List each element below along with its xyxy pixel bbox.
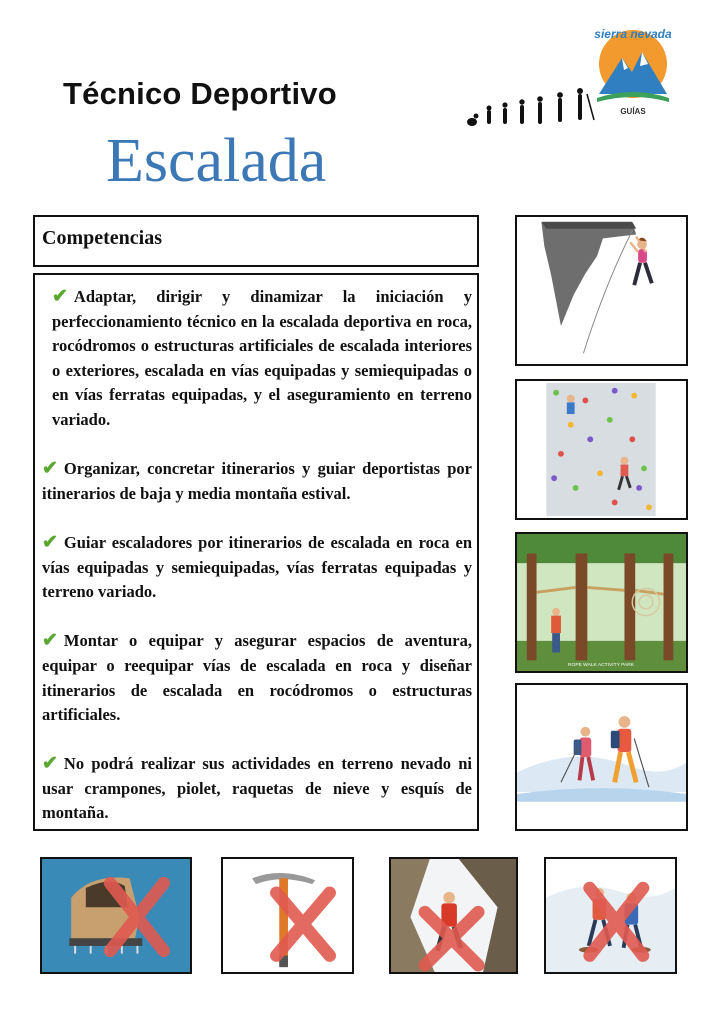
competencias-heading-box	[33, 215, 479, 267]
hikers-image	[515, 683, 688, 831]
competencia-item: ✔ Guiar escaladores por itinerarios de escalada en roca en vías equipadas y semiequipadas, vías ferratas equipadas y terreno variado.	[42, 531, 472, 602]
ice-climbing-forbidden-image	[389, 857, 518, 974]
section-heading: Competencias	[42, 227, 162, 249]
competencia-item: ✔ Montar o equipar y asegurar espacios de aventura, equipar o reequipar vías de escalada en roca y diseñar itinerarios de escalada en rocódromos o estructuras artificiales.	[42, 630, 472, 725]
competencias-list	[42, 285, 472, 851]
competencia-item: ✔ No podrá realizar sus actividades en terreno nevado ni usar crampones, piolet, raquetas de nieve y esquís de montaña.	[42, 753, 472, 823]
snowshoes-forbidden-image	[544, 857, 677, 974]
park-caption: ROPE WALK ACTIVITY PARK	[568, 663, 634, 669]
climbing-wall-image	[515, 379, 688, 520]
rock-climber-image	[515, 215, 688, 366]
rope-walk-park-image	[515, 532, 688, 673]
logo-text: sierra nevada	[594, 27, 672, 41]
competencia-item: ✔ Organizar, concretar itinerarios y guiar deportistas por itinerarios de baja y media montaña estival.	[42, 458, 472, 503]
logo-subtext: GUÍAS	[620, 107, 646, 116]
page-subtitle: Escalada	[106, 127, 327, 195]
checkmark-icon: ✔	[42, 458, 58, 480]
ice-axe-forbidden-image	[221, 857, 354, 974]
checkmark-icon: ✔	[42, 630, 58, 652]
sierra-nevada-logo	[462, 22, 674, 134]
checkmark-icon: ✔	[42, 753, 58, 775]
crampons-forbidden-image	[40, 857, 192, 974]
page-title: Técnico Deportivo	[63, 76, 337, 111]
checkmark-icon: ✔	[42, 531, 58, 553]
competencia-item: ✔ Adaptar, dirigir y dinamizar la iniciación y perfeccionamiento técnico en la escalada deportiva en roca, rocódromos o estructuras artificiales de escalada interiores o exteriores, escalada en vías equipadas y semiequipadas o en vías ferratas equipadas, y el aseguramiento en terreno variado.	[52, 286, 472, 429]
checkmark-icon: ✔	[52, 286, 68, 307]
competencias-list-box	[33, 273, 479, 831]
